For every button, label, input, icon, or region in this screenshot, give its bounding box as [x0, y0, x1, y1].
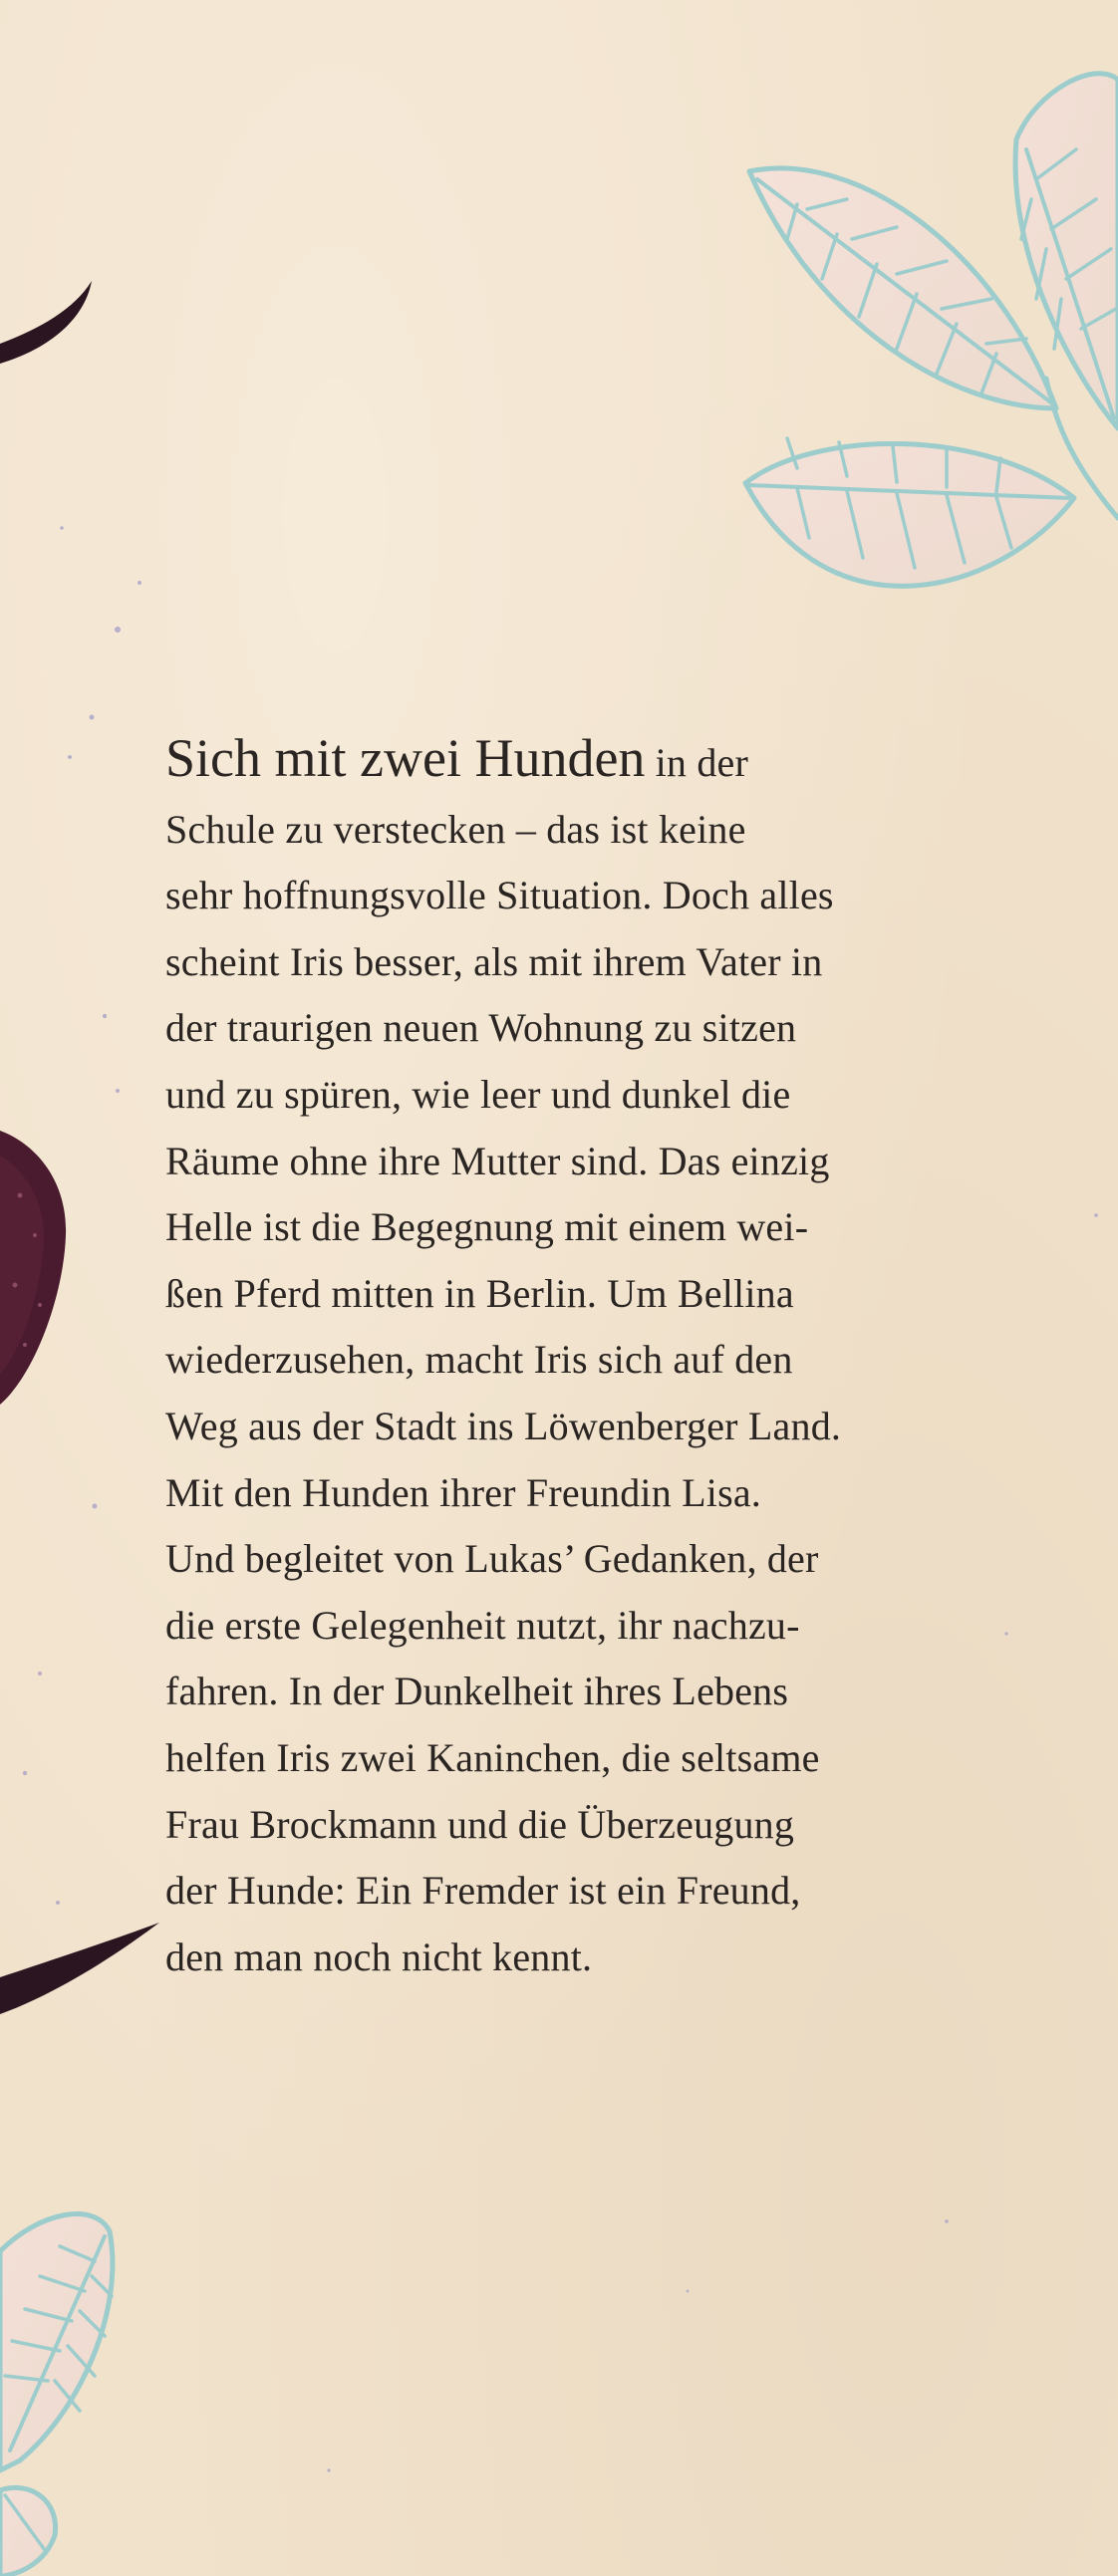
blurb-line: ßen Pferd mitten in Berlin. Um Bellina	[165, 1270, 794, 1316]
blurb-line-1	[165, 725, 1012, 797]
blurb-line: Weg aus der Stadt ins Löwenberger Land.	[165, 1403, 842, 1448]
blurb-line-text: in der	[645, 740, 749, 785]
blurb-line: Frau Brockmann und die Überzeugung	[165, 1801, 795, 1847]
blurb-line: fahren. In der Dunkelheit ihres Lebens	[165, 1669, 789, 1714]
blurb-line: der traurigen neuen Wohnung zu sitzen	[165, 1005, 797, 1051]
blurb-line: scheint Iris besser, als mit ihrem Vater in	[165, 938, 823, 984]
blurb-line: Helle ist die Begegnung mit einem wei-	[165, 1204, 809, 1250]
blurb-line: wiederzusehen, macht Iris sich auf den	[165, 1337, 793, 1383]
leaf-branch-icon	[745, 74, 1118, 587]
blurb-line: Räume ohne ihre Mutter sind. Das einzig	[165, 1138, 830, 1183]
blurb-lead: Sich mit zwei Hunden	[165, 728, 646, 788]
back-cover-blurb	[165, 725, 1012, 1990]
blurb-line: und zu spüren, wie leer und dunkel die	[165, 1071, 791, 1117]
blurb-line: der Hunde: Ein Fremder ist ein Freund,	[165, 1868, 801, 1914]
blurb-line: sehr hoffnungsvolle Situation. Doch alles	[165, 873, 834, 918]
leaf-icon	[0, 2214, 113, 2576]
plum-fruit-icon	[0, 1131, 66, 1405]
blurb-line: Und begleitet von Lukas’ Gedanken, der	[165, 1536, 819, 1582]
blurb-line: Mit den Hunden ihrer Freundin Lisa.	[165, 1469, 761, 1515]
blurb-line: helfen Iris zwei Kaninchen, die seltsame	[165, 1734, 820, 1780]
blurb-line: Schule zu verstecken – das ist keine	[165, 806, 746, 852]
feather-stroke-icon	[0, 1923, 159, 2014]
feather-stroke-icon	[0, 281, 92, 364]
blurb-line: die erste Gelegenheit nutzt, ihr nachzu-	[165, 1602, 800, 1648]
blurb-line: den man noch nicht kennt.	[165, 1933, 593, 1979]
